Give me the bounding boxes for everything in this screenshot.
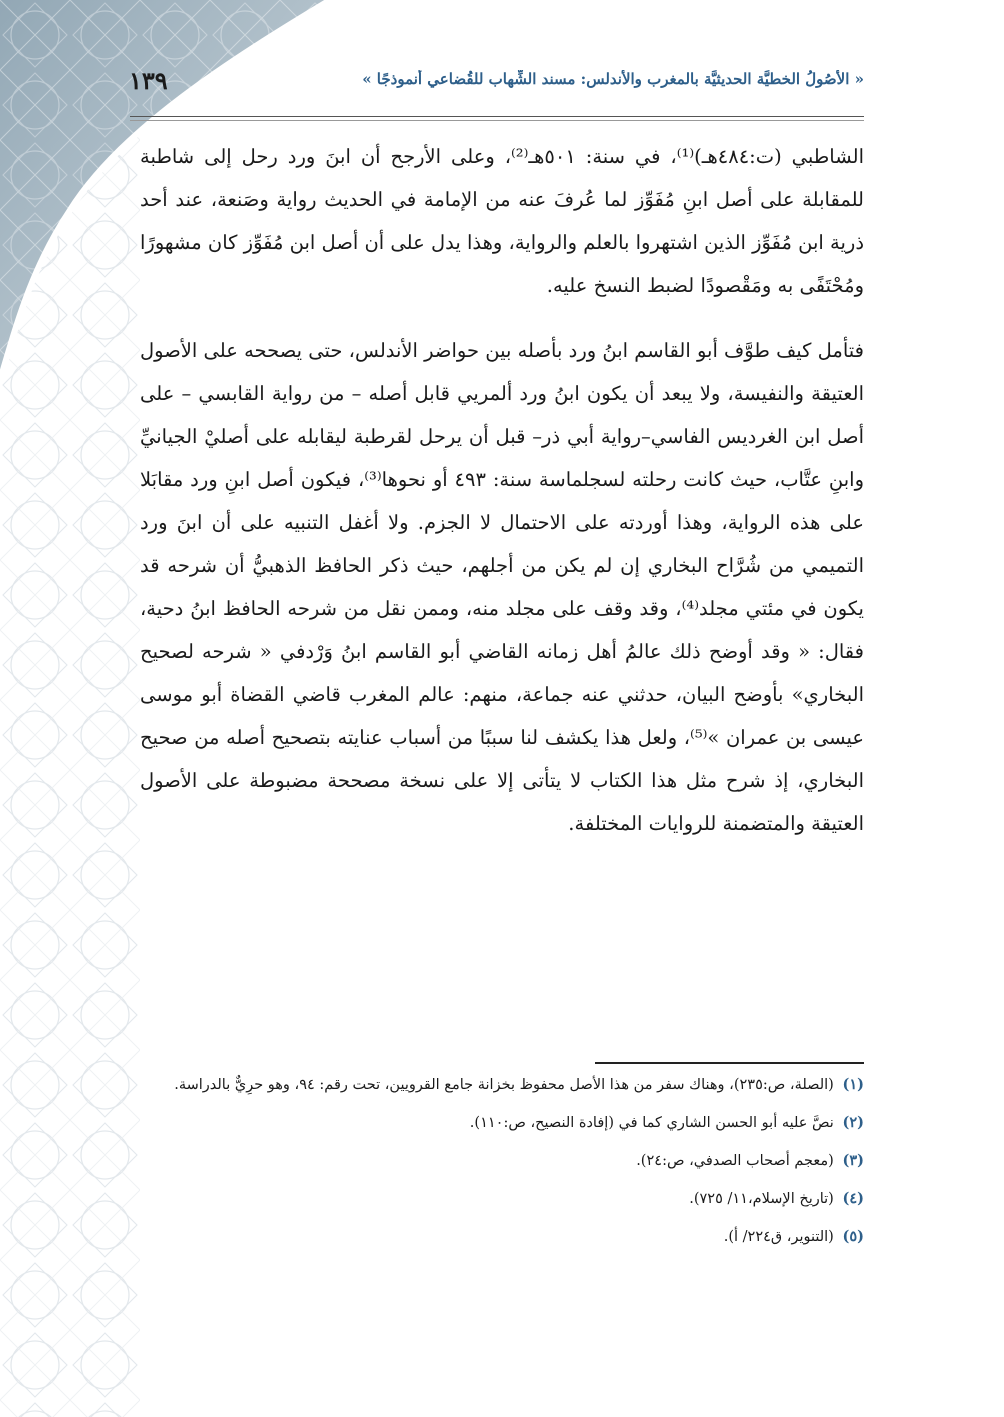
paragraph: فتأمل كيف طوَّف أبو القاسم ابنُ ورد بأصله بين حواضر الأندلس، حتى يصححه على الأصول العتيقة والنفيسة، ولا يبعد أن يكون ابنُ ورد ألمريي قابل أصله – من رواية القابسي – على أصل ابن الغرديس الفاسي–رواية أبي ذر– قبل أن يرحل لقرطبة ليقابله على أصليْ الجيانيِّ وابنِ عتَّاب، حيث كانت رحلته لسجلماسة سنة: ٤٩٣ أو نحوها⁽³⁾، فيكون أصل ابنِ ورد مقابَلا على هذه الرواية، وهذا أوردته على الاحتمال لا الجزم. ولا أغفل التنبيه على أن ابنَ ورد التميمي من شُرَّاح البخاري إن لم يكن من أجلهم، حيث ذكر الحافظ الذهبيُّ أن شرحه قد يكون في مئتي مجلد⁽⁴⁾، وقد وقف على مجلد منه، وممن نقل من شرحه الحافظ ابنُ دحية، فقال: « وقد أوضح ذلك عالمُ أهل زمانه القاضي أبو القاسم ابنُ وَرْدفي « شرحه لصحيح البخاري» بأوضح البيان، حدثني عنه جماعة، منهم: عالم المغرب قاضي القضاة أبو موسى عيسى بن عمران »⁽⁵⁾، ولعل هذا يكشف لنا سببًا من أسباب عنايته بتصحيح أصله من صحيح البخاري، إذ شرح مثل هذا الكتاب لا يتأتى إلا على نسخة مصححة مضبوطة على الأصول العتيقة والمتضمنة للروايات المختلفة. xyxy=(140,339,864,835)
footnote-number: (١) xyxy=(842,1076,864,1093)
page-number: ١٣٩ xyxy=(129,66,168,95)
footnote-number: (٤) xyxy=(842,1190,864,1207)
header-rule xyxy=(130,116,864,117)
footnote-text: (الصلة، ص:٢٣٥)، وهناك سفر من هذا الأصل محفوظ بخزانة جامع القرويين، تحت رقم: ٩٤، وهو حرِيٌّ بالدراسة. xyxy=(174,1077,834,1093)
footnote xyxy=(140,1224,864,1250)
footnote-number: (٣) xyxy=(842,1152,864,1169)
paragraph: الشاطبي (ت:٤٨٤هـ)⁽¹⁾، في سنة: ٥٠١هـ⁽²⁾، وعلى الأرجح أن ابنَ ورد رحل إلى شاطبة للمقابلة على أصل ابنِ مُفَوِّز لما عُرفَ عنه من الإمامة في الحديث رواية وصَنعة، عند أحد ذرية ابن مُفَوِّز الذين اشتهروا بالعلم والرواية، وهذا يدل على أن أصل ابن مُفَوِّز كان مشهورًا ومُحْتَفًى به ومَقْصودًا لضبط النسخ عليه. xyxy=(139,145,864,297)
footnotes xyxy=(140,1072,864,1262)
page-header xyxy=(105,66,864,112)
footnote-text: (معجم أصحاب الصدفي، ص:٢٤). xyxy=(636,1153,834,1169)
footnote-number: (٥) xyxy=(842,1228,864,1245)
footnote xyxy=(140,1072,864,1098)
running-title: « الأُصُولُ الخطيَّة الحديثيَّة بالمغرب والأندلس: مسند الشِّهاب للقُضاعي أنموذجًا » xyxy=(362,70,864,88)
footnote-text: (تاريخ الإسلام،١١/ ٧٢٥). xyxy=(689,1191,834,1207)
footnote-text: نصَّ عليه أبو الحسن الشاري كما في (إفادة النصيح، ص:١١٠). xyxy=(469,1115,834,1131)
footnote xyxy=(140,1148,864,1174)
footnote xyxy=(140,1110,864,1136)
footnote-text: (التنوير، ق٢٢٤/ أ). xyxy=(723,1229,834,1245)
header-rule-secondary xyxy=(130,120,864,121)
body-text xyxy=(140,135,864,845)
footnote-separator xyxy=(595,1062,864,1064)
footnote xyxy=(140,1186,864,1212)
footnote-number: (٢) xyxy=(842,1114,864,1131)
